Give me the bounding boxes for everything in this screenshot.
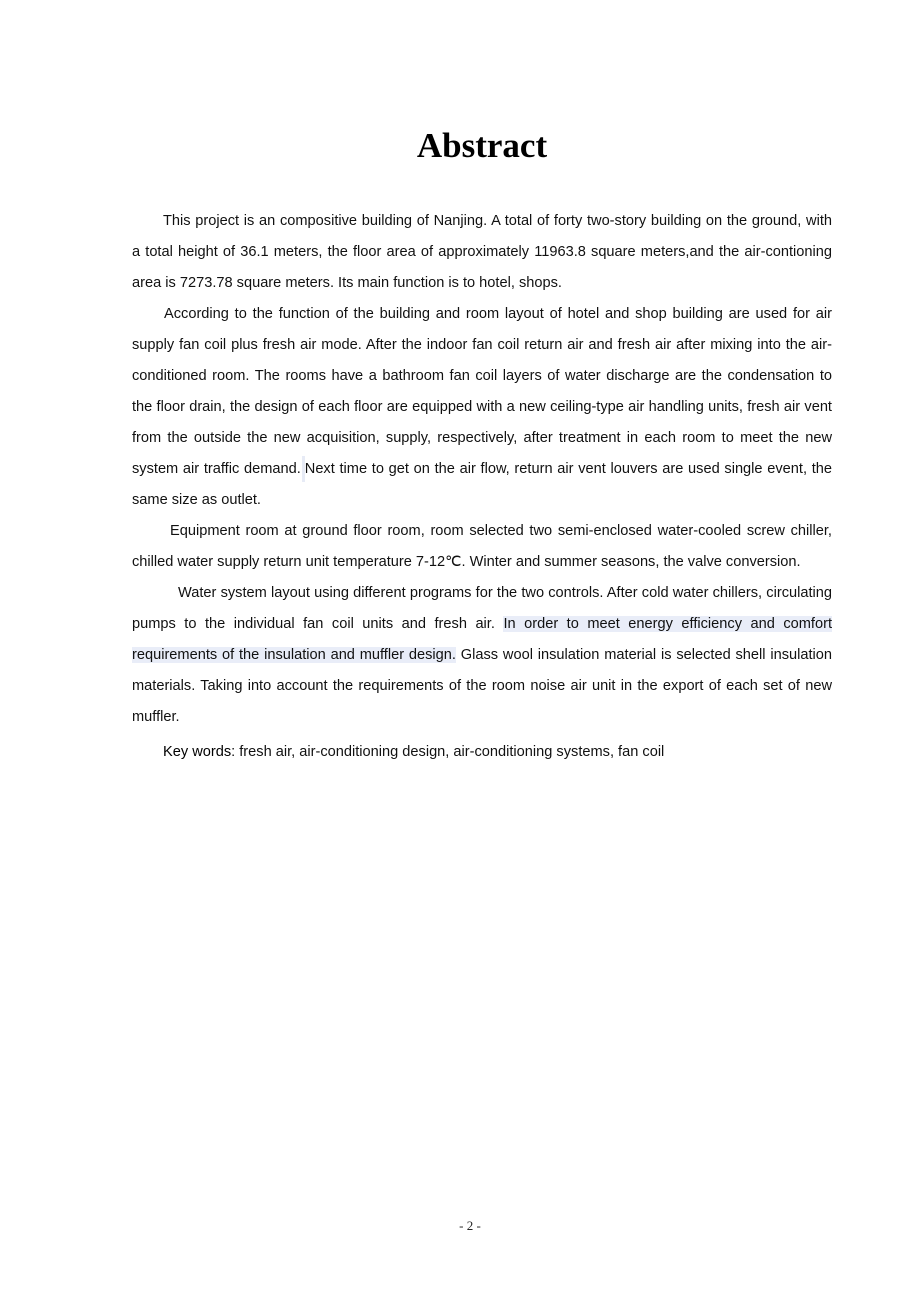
keywords-line — [132, 737, 832, 768]
paragraph-2[interactable] — [132, 299, 832, 516]
keywords-text: fresh air, air-conditioning design, air-conditioning systems, fan coil — [239, 744, 665, 760]
paragraph-4[interactable] — [132, 578, 832, 733]
paragraph-2-part-2: Next time to get on the air flow, return air vent louvers are used single event, the same size as outlet. — [132, 461, 832, 508]
paragraph-2-part-1: According to the function of the building and room layout of hotel and shop building are used for air supply fan coil plus fresh air mode. After the indoor fan coil return air and fresh air after mixing into the air-conditioned room. The rooms have a bathroom fan coil layers of water discharge are the condensation to the floor drain, the design of each floor are equipped with a new ceiling-type air handling units, fresh air vent from the outside the new acquisition, supply, respectively, after treatment in each room to meet the new system air traffic demand. — [132, 306, 832, 477]
paragraph-4-part-1: Water system layout using different programs for the two controls. After cold water chillers, circulating pumps to the individual fan coil units and fresh air. — [132, 585, 832, 632]
page-number: - 2 - — [459, 1218, 481, 1233]
keywords-label: Key words — [163, 744, 232, 760]
abstract-body — [132, 206, 832, 768]
paragraph-1[interactable]: This project is an compositive building of Nanjing. A total of forty two-story building on the ground, with a total height of 36.1 meters, the floor area of approximately 11963.8 square meters,and the air-contioning area is 7273.78 square meters. Its main function is to hotel, shops. — [132, 213, 832, 291]
page-title: Abstract — [416, 126, 548, 165]
highlighted-sentence[interactable]: In order to meet energy efficiency and comfort requirements of the insulation and muffler design. — [132, 616, 833, 663]
keywords-separator: : — [231, 744, 240, 760]
paragraph-3[interactable]: Equipment room at ground floor room, room selected two semi-enclosed water-cooled screw chiller, chilled water supply return unit temperature 7-12℃. Winter and summer seasons, the valve conversion. — [132, 523, 832, 570]
paragraph-4-part-3: Glass wool insulation material is selected shell insulation materials. Taking into account the requirements of the room noise air unit in the export of each set of new muffler. — [132, 647, 832, 725]
